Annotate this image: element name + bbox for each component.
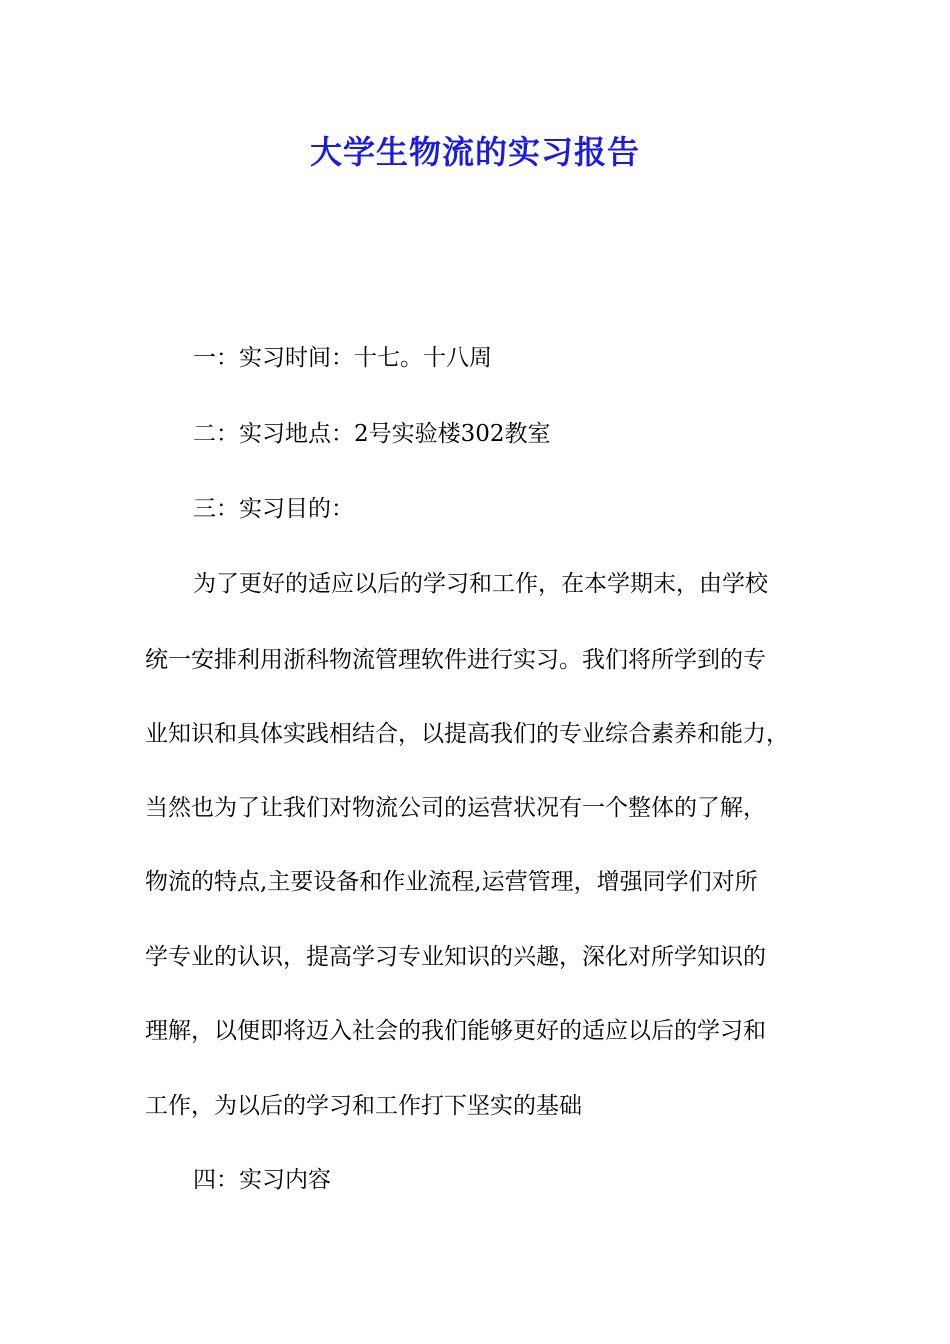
paragraph-line: 为了更好的适应以后的学习和工作，在本学期末，由学校 bbox=[193, 571, 768, 597]
paragraph-line: 当然也为了让我们对物流公司的运营状况有一个整体的了解， bbox=[145, 795, 766, 821]
section-heading-purpose: 三：实习目的： bbox=[193, 496, 354, 522]
info-line-location: 二：实习地点：2号实验楼302教室 bbox=[193, 421, 551, 447]
paragraph-line: 业知识和具体实践相结合，以提高我们的专业综合素养和能力， bbox=[145, 721, 789, 747]
info-line-time: 一：实习时间：十七。十八周 bbox=[193, 345, 492, 371]
paragraph-line: 统一安排利用浙科物流管理软件进行实习。我们将所学到的专 bbox=[145, 647, 766, 673]
section-heading-content: 四：实习内容 bbox=[193, 1167, 331, 1193]
paragraph-line: 理解，以便即将迈入社会的我们能够更好的适应以后的学习和 bbox=[145, 1018, 766, 1044]
document-title: 大学生物流的实习报告 bbox=[309, 133, 640, 171]
paragraph-line: 物流的特点,主要设备和作业流程,运营管理，增强同学们对所 bbox=[145, 869, 758, 895]
paragraph-line: 工作，为以后的学习和工作打下坚实的基础 bbox=[145, 1093, 582, 1119]
paragraph-line: 学专业的认识，提高学习专业知识的兴趣，深化对所学知识的 bbox=[145, 944, 766, 970]
